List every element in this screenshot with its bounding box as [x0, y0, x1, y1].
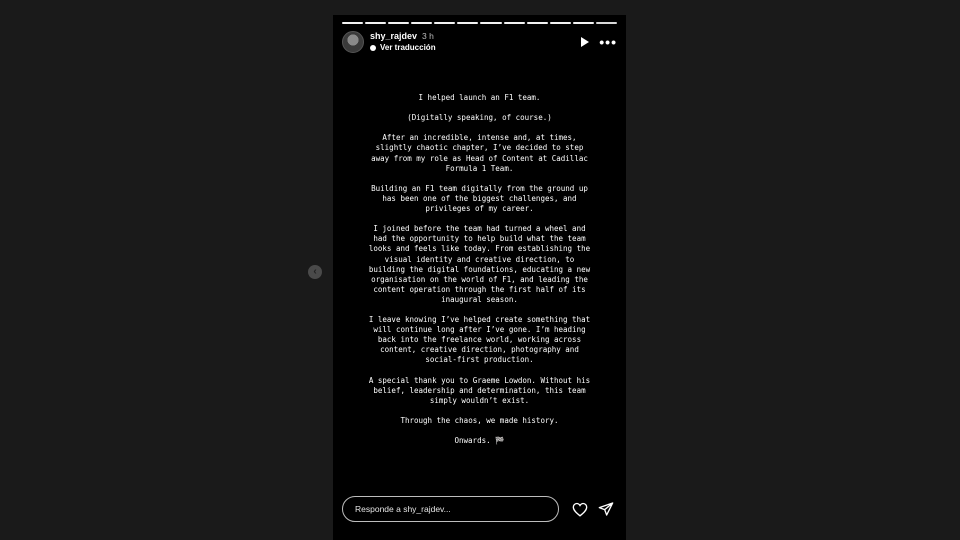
more-options-icon[interactable]: ••• — [599, 34, 617, 50]
avatar[interactable] — [342, 31, 364, 53]
globe-icon — [370, 45, 376, 51]
heart-icon[interactable] — [572, 501, 588, 517]
story-paragraph: A special thank you to Graeme Lowdon. Without his belief, leadership and determination, this team simply wouldn’t exist. — [368, 375, 591, 405]
story-progress-bar — [342, 22, 617, 24]
story-paragraph: Through the chaos, we made history. — [400, 416, 559, 425]
story-paragraph: I leave knowing I’ve helped create something that will continue long after I’ve gone. I’m heading back into the freelance world, working across content, creative direction, photography and social-first production. — [368, 315, 591, 365]
progress-segment — [596, 22, 617, 24]
translate-label: Ver traducción — [380, 43, 436, 52]
reply-input[interactable] — [342, 496, 559, 522]
username[interactable]: shy_rajdev — [370, 31, 418, 41]
story-paragraph: I joined before the team had turned a wheel and had the opportunity to help build what the team looks and feels like today. From establishing the visual identity and creative direction, to building the digital foundations, educating a new organisation on the world of F1, and leading the content operation through the first half of its inaugural season. — [368, 224, 591, 304]
story-paragraph: After an incredible, intense and, at times, slightly chaotic chapter, I’ve decided to step away from my role as Head of Content at Cadillac Formula 1 Team. — [371, 133, 588, 173]
progress-segment — [388, 22, 409, 24]
story-text — [347, 93, 612, 456]
previous-story-button[interactable] — [308, 265, 322, 279]
send-icon[interactable] — [598, 501, 614, 517]
chevron-left-icon: ‹ — [313, 266, 317, 277]
story-paragraph: I helped launch an F1 team. — [418, 93, 541, 102]
progress-segment — [527, 22, 548, 24]
story-meta — [370, 31, 436, 53]
progress-segment — [504, 22, 525, 24]
progress-segment — [365, 22, 386, 24]
story-paragraph: (Digitally speaking, of course.) — [407, 113, 552, 123]
progress-segment — [434, 22, 455, 24]
progress-segment — [480, 22, 501, 24]
translate-link[interactable] — [370, 42, 436, 53]
story-header — [342, 31, 617, 53]
progress-segment — [411, 22, 432, 24]
progress-segment — [457, 22, 478, 24]
story-paragraph: Onwards. 🏁 — [454, 436, 505, 446]
progress-segment — [573, 22, 594, 24]
play-icon[interactable] — [581, 37, 589, 47]
reply-bar — [342, 495, 617, 523]
timestamp: 3 h — [422, 31, 434, 41]
story-paragraph: Building an F1 team digitally from the ground up has been one of the biggest challenges, and privileges of my career. — [371, 183, 588, 214]
progress-segment — [550, 22, 571, 24]
progress-segment — [342, 22, 363, 24]
story-viewer[interactable] — [333, 15, 626, 540]
